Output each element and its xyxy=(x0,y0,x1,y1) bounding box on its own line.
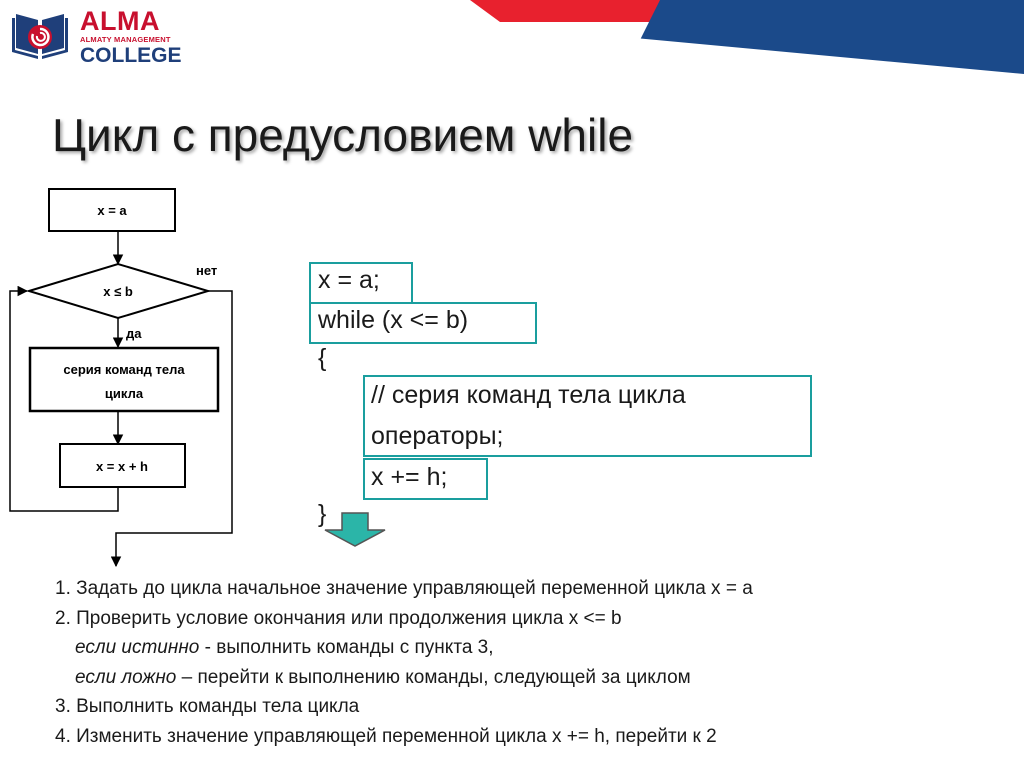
code-line-init: x = a; xyxy=(318,266,380,294)
page-title: Цикл с предусловием while xyxy=(52,109,634,161)
flowchart xyxy=(0,180,260,580)
code-body-comment: // серия команд тела цикла xyxy=(371,381,686,409)
fc-body-line2: цикла xyxy=(104,386,144,401)
step-3: 3. Выполнить команды тела цикла xyxy=(55,696,360,717)
banner-blue-stripe xyxy=(640,0,1024,76)
fc-body-line1: серия команд тела xyxy=(63,362,185,377)
step-2-false xyxy=(55,663,753,693)
step-1: 1. Задать до цикла начальное значение управляющей переменной цикла x = a xyxy=(55,578,753,599)
fc-condition-text: x ≤ b xyxy=(103,284,133,299)
logo-college-text: COLLEGE xyxy=(80,44,182,67)
step-2-false-italic: если ложно xyxy=(75,666,177,688)
code-line-while: while (x <= b) xyxy=(318,306,469,334)
step-2-false-rest: – перейти к выполнению команды, следующей за циклом xyxy=(176,666,691,688)
fc-increment-text: x = x + h xyxy=(95,459,149,474)
code-line-increment: x += h; xyxy=(371,463,448,491)
fc-no-label: нет xyxy=(196,263,218,278)
logo-book-icon xyxy=(8,4,72,64)
down-arrow-icon xyxy=(322,512,388,548)
step-4: 4. Изменить значение управляющей переменной цикла x += h, перейти к 2 xyxy=(55,725,717,747)
step-2-true-italic: если истинно xyxy=(75,637,200,658)
logo xyxy=(8,4,182,67)
steps-list xyxy=(55,574,753,751)
code-body-operators: операторы; xyxy=(371,422,504,450)
fc-init-text: x = a xyxy=(97,203,127,218)
step-2-true xyxy=(55,633,753,663)
fc-body-box xyxy=(30,348,218,411)
logo-alma-text: ALMA xyxy=(80,6,160,36)
step-2: 2. Проверить условие окончания или продолжения цикла x <= b xyxy=(55,607,622,629)
fc-yes-label: да xyxy=(126,326,142,341)
code-close-brace: } xyxy=(318,500,327,528)
logo-subtitle: ALMATY MANAGEMENT xyxy=(80,35,171,44)
code-open-brace: { xyxy=(318,344,327,372)
step-2-true-rest: - выполнить команды с пункта 3, xyxy=(199,637,494,658)
